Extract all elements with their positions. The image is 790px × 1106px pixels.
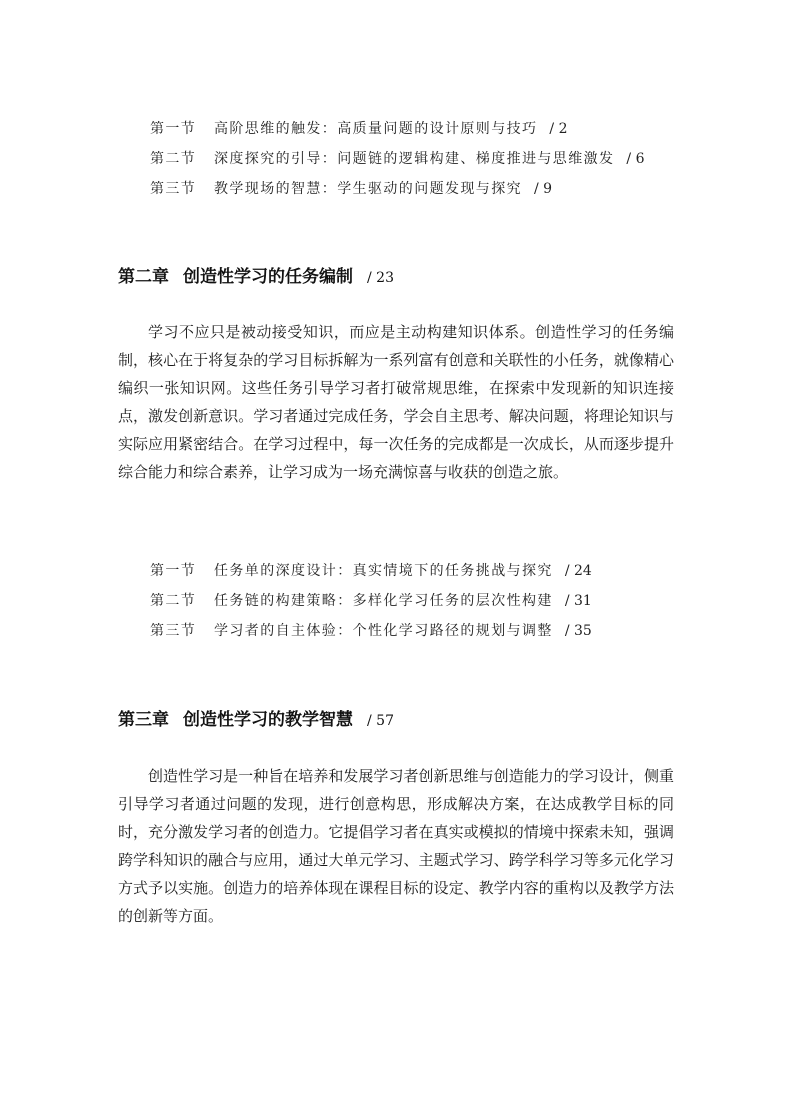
page-number: / 6 bbox=[626, 151, 645, 167]
chapter-number: 第二章 bbox=[118, 267, 169, 287]
section-title: 任务链的构建策略：多样化学习任务的层次性构建 bbox=[214, 593, 553, 609]
chapter-2-intro: 学习不应只是被动接受知识，而应是主动构建知识体系。创造性学习的任务编制，核心在于将复杂的学习目标拆解为一系列富有创意和关联性的小任务，就像精心编织一张知识网。这些任务引导学习者打破常规思维，在探索中发现新的知识连接点，激发创新意识。学习者通过完成任务，学会自主思考、解决问题，将理论知识与实际应用紧密结合。在学习过程中，每一次任务的完成都是一次成长，从而逐步提升综合能力和综合素养，让学习成为一场充满惊喜与收获的创造之旅。 bbox=[118, 323, 674, 481]
chapter-3-intro: 创造性学习是一种旨在培养和发展学习者创新思维与创造能力的学习设计，侧重引导学习者通过问题的发现，进行创意构思，形成解决方案，在达成教学目标的同时，充分激发学习者的创造力。它提倡学习者在真实或模拟的情境中探索未知，强调跨学科知识的融合与应用，通过大单元学习、主题式学习、跨学科学习等多元化学习方式予以实施。创造力的培养体现在课程目标的设定、教学内容的重构以及教学方法的创新等方面。 bbox=[118, 767, 674, 925]
page-number: / 57 bbox=[367, 713, 394, 729]
toc-entry-ch1-sec3[interactable] bbox=[150, 178, 552, 198]
chapter-title: 创造性学习的任务编制 bbox=[183, 267, 353, 287]
chapter-number: 第三章 bbox=[118, 710, 169, 730]
toc-entry-ch1-sec1[interactable] bbox=[150, 118, 567, 138]
chapter-title: 创造性学习的教学智慧 bbox=[183, 710, 353, 730]
page-number: / 31 bbox=[564, 593, 592, 609]
chapter-3-heading[interactable] bbox=[118, 705, 394, 730]
section-label: 第三节 bbox=[150, 623, 197, 639]
section-label: 第二节 bbox=[150, 593, 197, 609]
toc-entry-ch2-sec2[interactable] bbox=[150, 590, 592, 610]
page-number: / 24 bbox=[564, 563, 592, 579]
section-title: 学习者的自主体验：个性化学习路径的规划与调整 bbox=[214, 623, 553, 639]
page-number: / 23 bbox=[367, 270, 394, 286]
page-number: / 35 bbox=[564, 623, 592, 639]
section-title: 教学现场的智慧：学生驱动的问题发现与探究 bbox=[214, 181, 522, 197]
section-title: 高阶思维的触发：高质量问题的设计原则与技巧 bbox=[214, 121, 538, 137]
toc-entry-ch2-sec1[interactable] bbox=[150, 560, 592, 580]
toc-entry-ch2-sec3[interactable] bbox=[150, 620, 592, 640]
section-label: 第一节 bbox=[150, 121, 197, 137]
section-label: 第二节 bbox=[150, 151, 197, 167]
toc-entry-ch1-sec2[interactable] bbox=[150, 148, 644, 168]
chapter-2-heading[interactable] bbox=[118, 262, 394, 287]
page-number: / 9 bbox=[534, 181, 553, 197]
section-label: 第一节 bbox=[150, 563, 197, 579]
page-number: / 2 bbox=[549, 121, 568, 137]
section-label: 第三节 bbox=[150, 181, 197, 197]
section-title: 任务单的深度设计：真实情境下的任务挑战与探究 bbox=[214, 563, 553, 579]
section-title: 深度探究的引导：问题链的逻辑构建、梯度推进与思维激发 bbox=[214, 151, 615, 167]
